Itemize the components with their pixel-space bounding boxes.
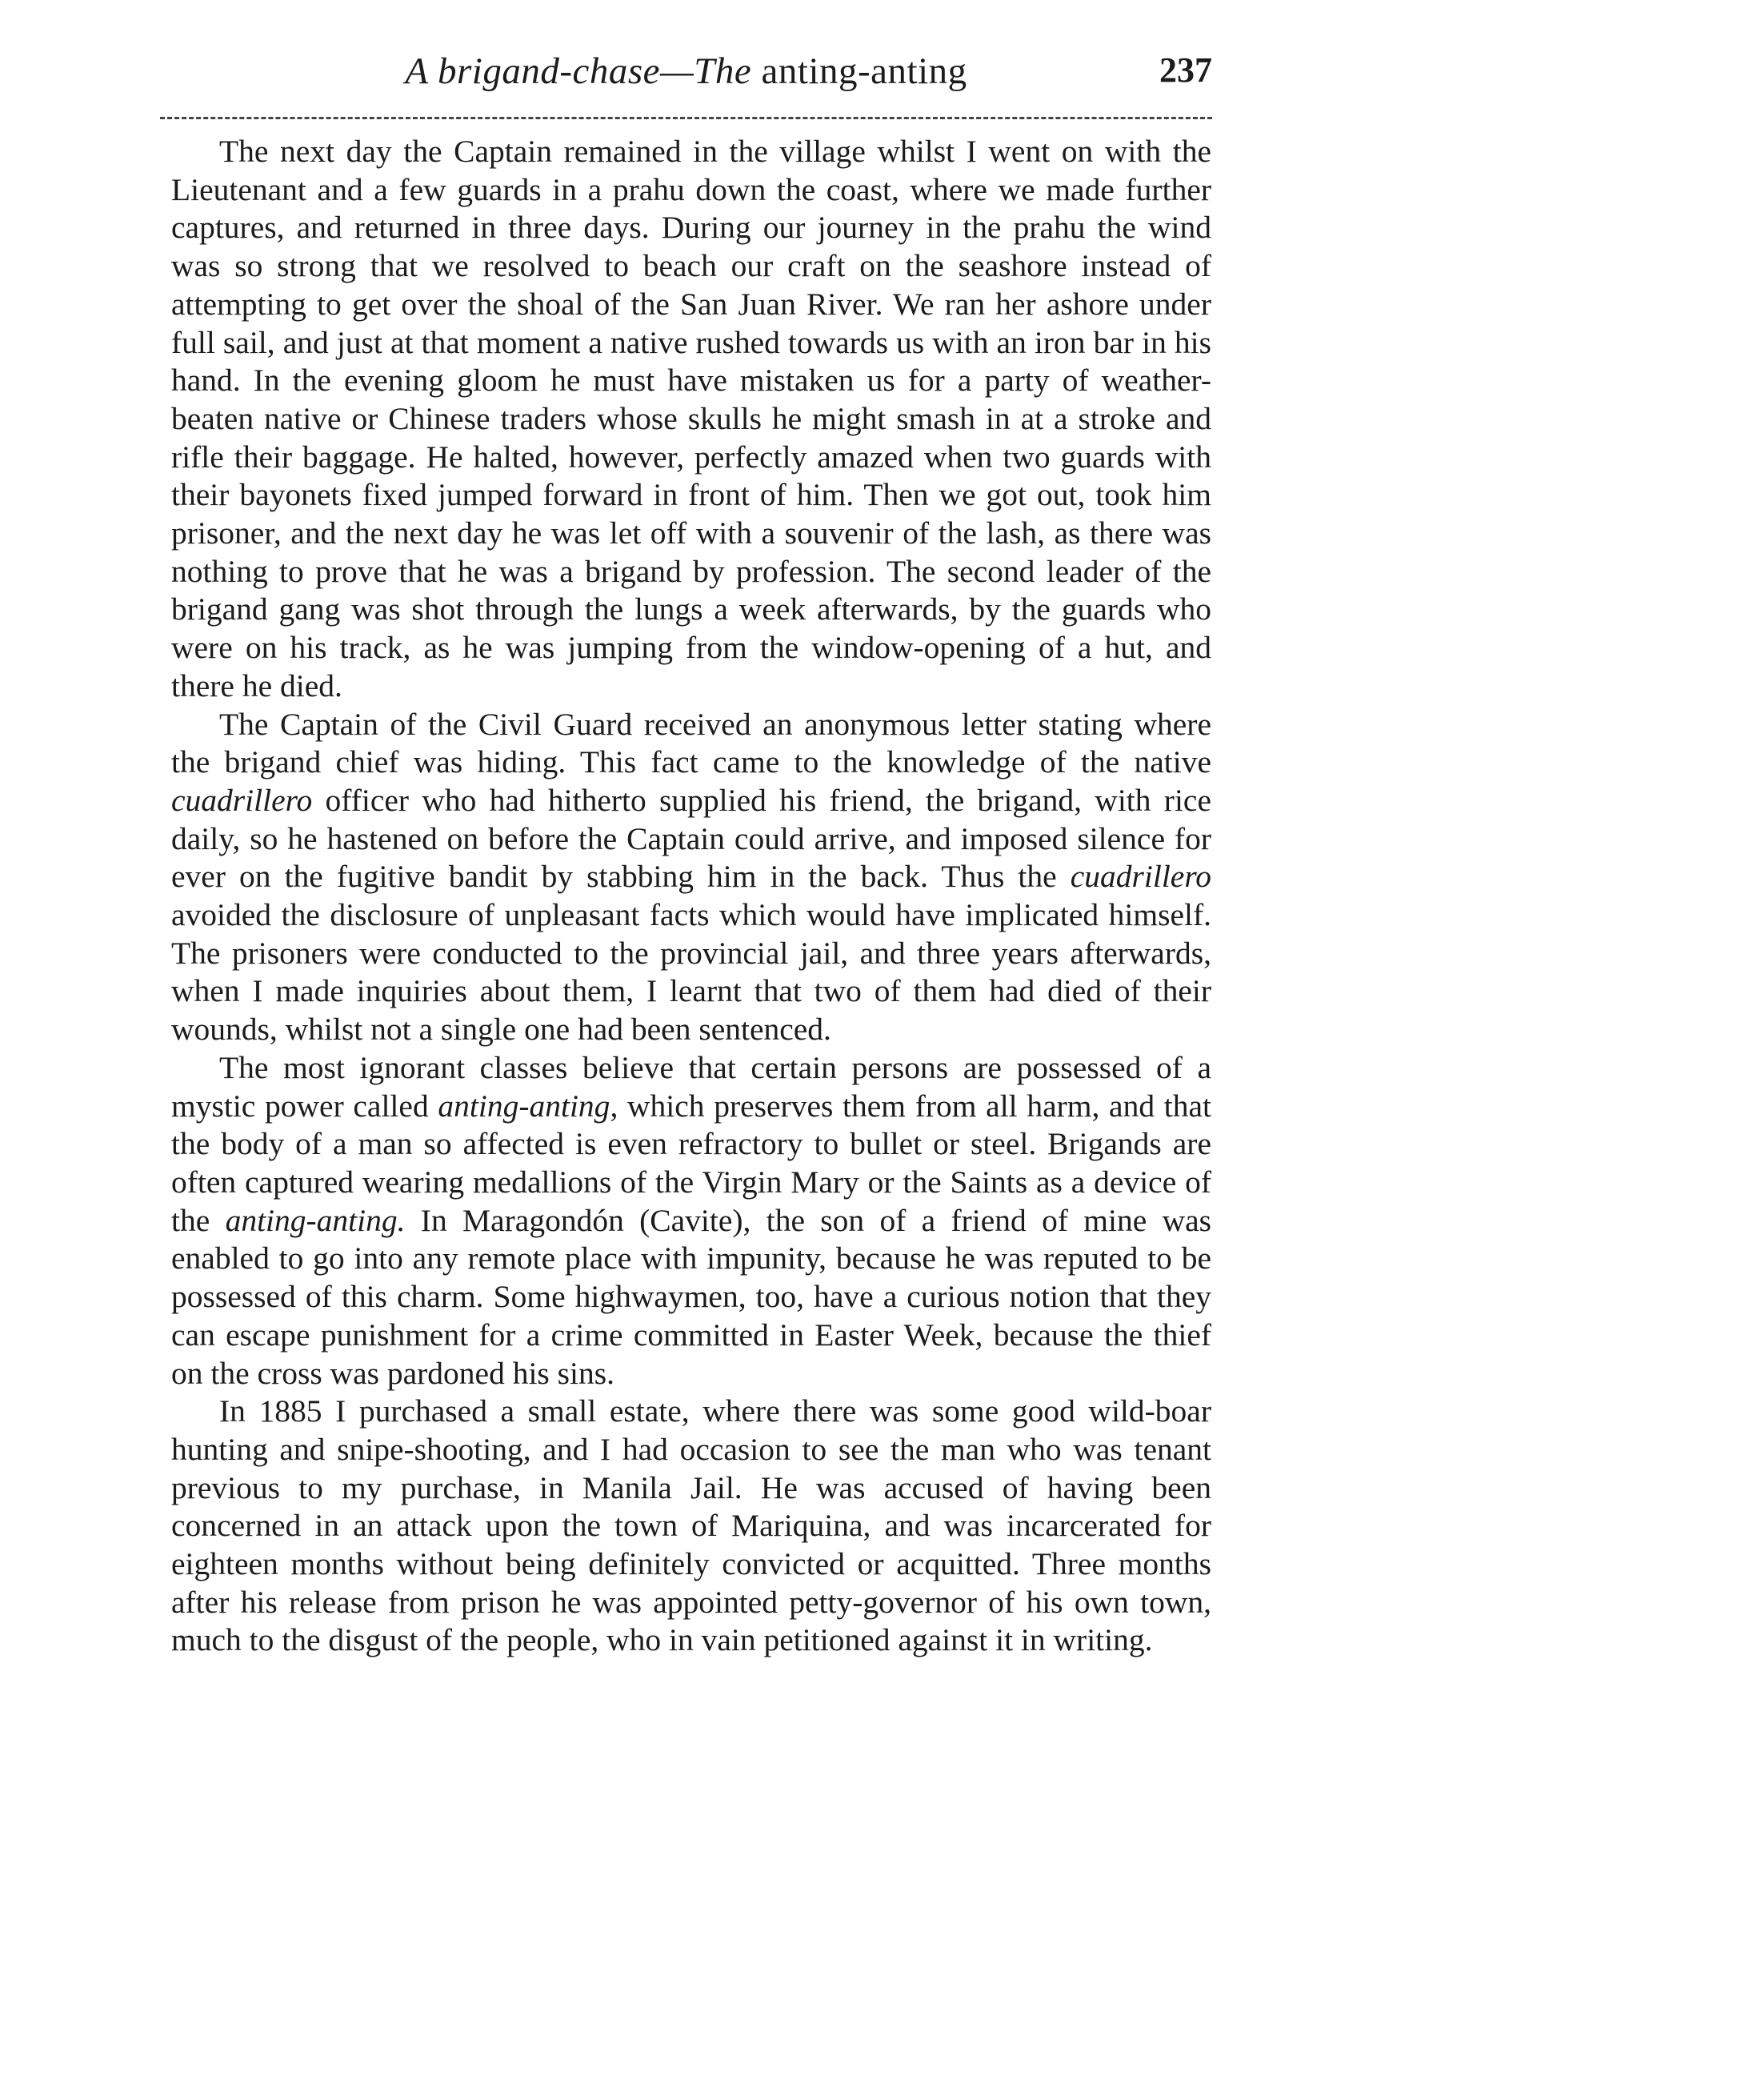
p2-segment-2: cuadrillero (171, 782, 313, 818)
p3-segment-2: anting-anting (438, 1088, 610, 1124)
running-head (160, 50, 1212, 106)
p3-segment-3: , which preserves them from all harm, and that the body of a man so affected is even refractory to bullet or steel. Brigands are often captured wearing medallions of the Virgin Mary or the Saints as a device of the (171, 1088, 1211, 1238)
header-rule (160, 117, 1212, 119)
p4-segment-1: In 1885 I purchased a small estate, where there was some good wild-boar hunting and snipe-shooting, and I had occasion to see the man who was tenant previous to my purchase, in Manila Jail. He was accused of having been concerned in an attack upon the town of Mariquina, and was incarcerated for eighteen months without being definitely convicted or acquitted. Three months after his release from prison he was appointed petty-governor of his own town, much to the disgust of the people, who in vain petitioned against it in writing. (171, 1393, 1211, 1658)
paragraph-2 (171, 706, 1211, 1049)
p1-segment-1: The next day the Captain remained in the village whilst I went on with the Lieutenant and a few guards in a prahu down the coast, where we made further captures, and returned in three days. During our journey in the prahu the wind was so strong that we resolved to beach our craft on the seashore instead of attempting to get over the shoal of the San Juan River. We ran her ashore under full sail, and just at that moment a native rushed towards us with an iron bar in his hand. In the evening gloom he must have mistaken us for a party of weather-beaten native or Chinese traders whose skulls he might smash in at a stroke and rifle their baggage. He halted, however, perfectly amazed when two guards with their bayonets fixed jumped forward in front of him. Then we got out, took him prisoner, and the next day he was let off with a souvenir of the lash, as there was nothing to prove that he was a brigand by profession. The second leader of the brigand gang was shot through the lungs a week afterwards, by the guards who were on his track, as he was jumping from the window-opening of a hut, and there he died. (171, 134, 1211, 703)
p2-segment-4: cuadrillero (1070, 859, 1211, 895)
paragraph-1 (171, 133, 1211, 706)
p2-segment-3: officer who had hitherto supplied his friend, the brigand, with rice daily, so he hastened on before the Captain could arrive, and imposed silence for ever on the fugitive bandit by stabbing him in the back. Thus the (171, 782, 1211, 895)
p2-segment-5: avoided the disclosure of unpleasant facts which would have implicated himself. The prisoners were conducted to the provincial jail, and three years afterwards, when I made inquiries about them, I learnt that two of them had died of their wounds, whilst not a single one had been sentenced. (171, 897, 1211, 1048)
p3-segment-1: The most ignorant classes believe that certain persons are possessed of a mystic power called (171, 1049, 1211, 1124)
p2-segment-1: The Captain of the Civil Guard received an anonymous letter stating where the brigand chief was hiding. This fact came to the knowledge of the native (171, 706, 1211, 780)
p3-segment-4: anting-anting. (225, 1202, 406, 1238)
body-text (171, 133, 1211, 1660)
running-title-roman: anting-anting (761, 50, 967, 92)
paragraph-3 (171, 1049, 1211, 1393)
p3-segment-5: In Maragondón (Cavite), the son of a friend of mine was enabled to go into any remote place with impunity, because he was reputed to be possessed of this charm. Some highwaymen, too, have a curious notion that they can escape punishment for a crime committed in Easter Week, because the thief on the cross was pardoned his sins. (171, 1202, 1211, 1391)
running-title (160, 50, 1212, 93)
page-number: 237 (1159, 50, 1212, 90)
running-title-italic: A brigand-chase—The (405, 50, 752, 92)
paragraph-4 (171, 1393, 1211, 1660)
